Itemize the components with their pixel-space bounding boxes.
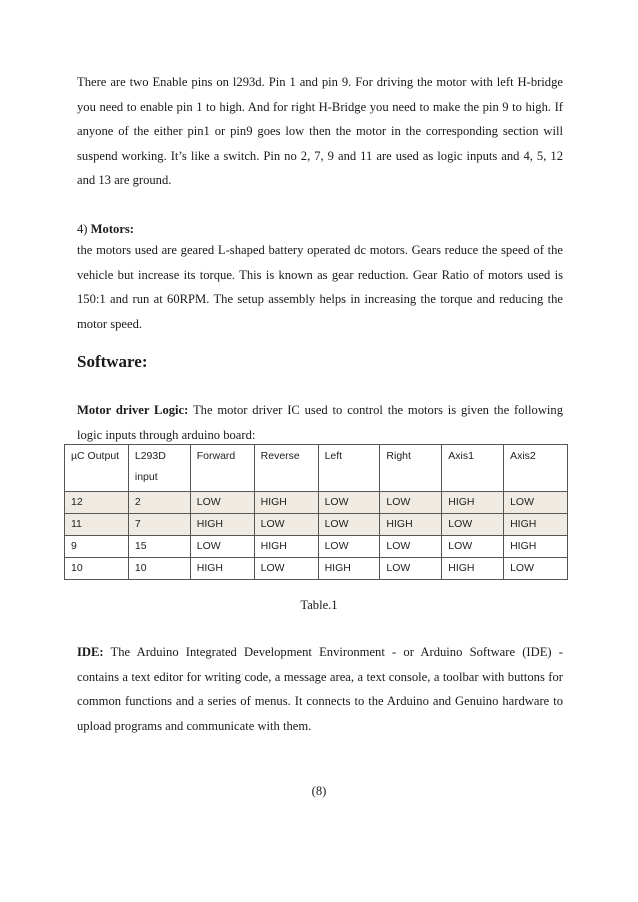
table-cell: LOW: [442, 536, 504, 558]
table-cell: 2: [128, 492, 190, 514]
table-caption: Table.1: [300, 598, 338, 612]
table-cell: 12: [65, 492, 129, 514]
table-header-cell: Forward: [190, 445, 254, 492]
motors-number: 4): [77, 222, 91, 236]
table-row: [65, 536, 568, 558]
table-header-row: [65, 445, 568, 492]
table-cell: 7: [128, 514, 190, 536]
paragraph-enable-pins: There are two Enable pins on l293d. Pin 1 and pin 9. For driving the motor with left H-bridge you need to enable pin 1 to high. And for right H-Bridge you need to make the pin 9 to high. If anyone of the either pin1 or pin9 goes low then the motor in the corresponding section will suspend working. It’s like a switch. Pin no 2, 7, 9 and 11 are used as logic inputs and 4, 5, 12 and 13 are ground.: [77, 75, 563, 187]
table-row: [65, 558, 568, 580]
table-cell: LOW: [318, 536, 380, 558]
software-heading: Software:: [77, 352, 148, 371]
paragraph-motors: the motors used are geared L-shaped battery operated dc motors. Gears reduce the speed of the vehicle but increase its torque. This is known as gear reduction. Gear Ratio of motors used is 150:1 and run at 60RPM. The setup assembly helps in increasing the torque and reducing the motor speed.: [77, 243, 563, 331]
table-cell: LOW: [442, 514, 504, 536]
page-number: (8): [311, 784, 327, 798]
table-cell: LOW: [254, 558, 318, 580]
table-header-cell: Right: [380, 445, 442, 492]
table-cell: LOW: [190, 536, 254, 558]
table-cell: 9: [65, 536, 129, 558]
table-header-cell: Axis1: [442, 445, 504, 492]
table-header-cell: L293D input: [128, 445, 190, 492]
table-cell: HIGH: [318, 558, 380, 580]
table-cell: HIGH: [442, 558, 504, 580]
table-cell: LOW: [318, 514, 380, 536]
ide-label: IDE:: [77, 645, 104, 659]
table-cell: HIGH: [254, 492, 318, 514]
ide-body: The Arduino Integrated Development Environment - or Arduino Software (IDE) - contains a text editor for writing code, a message area, a text console, a toolbar with buttons for common functions and a series of menus. It connects to the Arduino and Genuino hardware to upload programs and communicate with them.: [77, 645, 563, 733]
table-cell: LOW: [380, 558, 442, 580]
logic-table: [64, 444, 568, 580]
table-cell: LOW: [254, 514, 318, 536]
motor-driver-label: Motor driver Logic:: [77, 403, 189, 417]
table-cell: HIGH: [504, 536, 568, 558]
paragraph-motor-driver: [77, 398, 563, 447]
table-header-cell: Reverse: [254, 445, 318, 492]
table-row: [65, 514, 568, 536]
table-row: [65, 492, 568, 514]
table-cell: 10: [65, 558, 129, 580]
motors-heading-label: Motors:: [90, 222, 134, 236]
motor-driver-body: The motor driver IC used to control the motors is given the following logic inputs through arduino board:: [77, 403, 564, 442]
table-cell: 11: [65, 514, 129, 536]
table-cell: HIGH: [190, 514, 254, 536]
table-cell: LOW: [380, 536, 442, 558]
table-cell: HIGH: [380, 514, 442, 536]
table-cell: HIGH: [190, 558, 254, 580]
table-header-cell: Axis2: [504, 445, 568, 492]
table-cell: LOW: [504, 558, 568, 580]
table-cell: HIGH: [254, 536, 318, 558]
table-cell: 10: [128, 558, 190, 580]
paragraph-ide: [77, 640, 563, 738]
table-cell: HIGH: [504, 514, 568, 536]
table-cell: HIGH: [442, 492, 504, 514]
table-cell: LOW: [504, 492, 568, 514]
table-header-cell: µC Output: [65, 445, 129, 492]
table-header-cell: Left: [318, 445, 380, 492]
table-cell: LOW: [318, 492, 380, 514]
table-cell: 15: [128, 536, 190, 558]
table-cell: LOW: [190, 492, 254, 514]
table-cell: LOW: [380, 492, 442, 514]
